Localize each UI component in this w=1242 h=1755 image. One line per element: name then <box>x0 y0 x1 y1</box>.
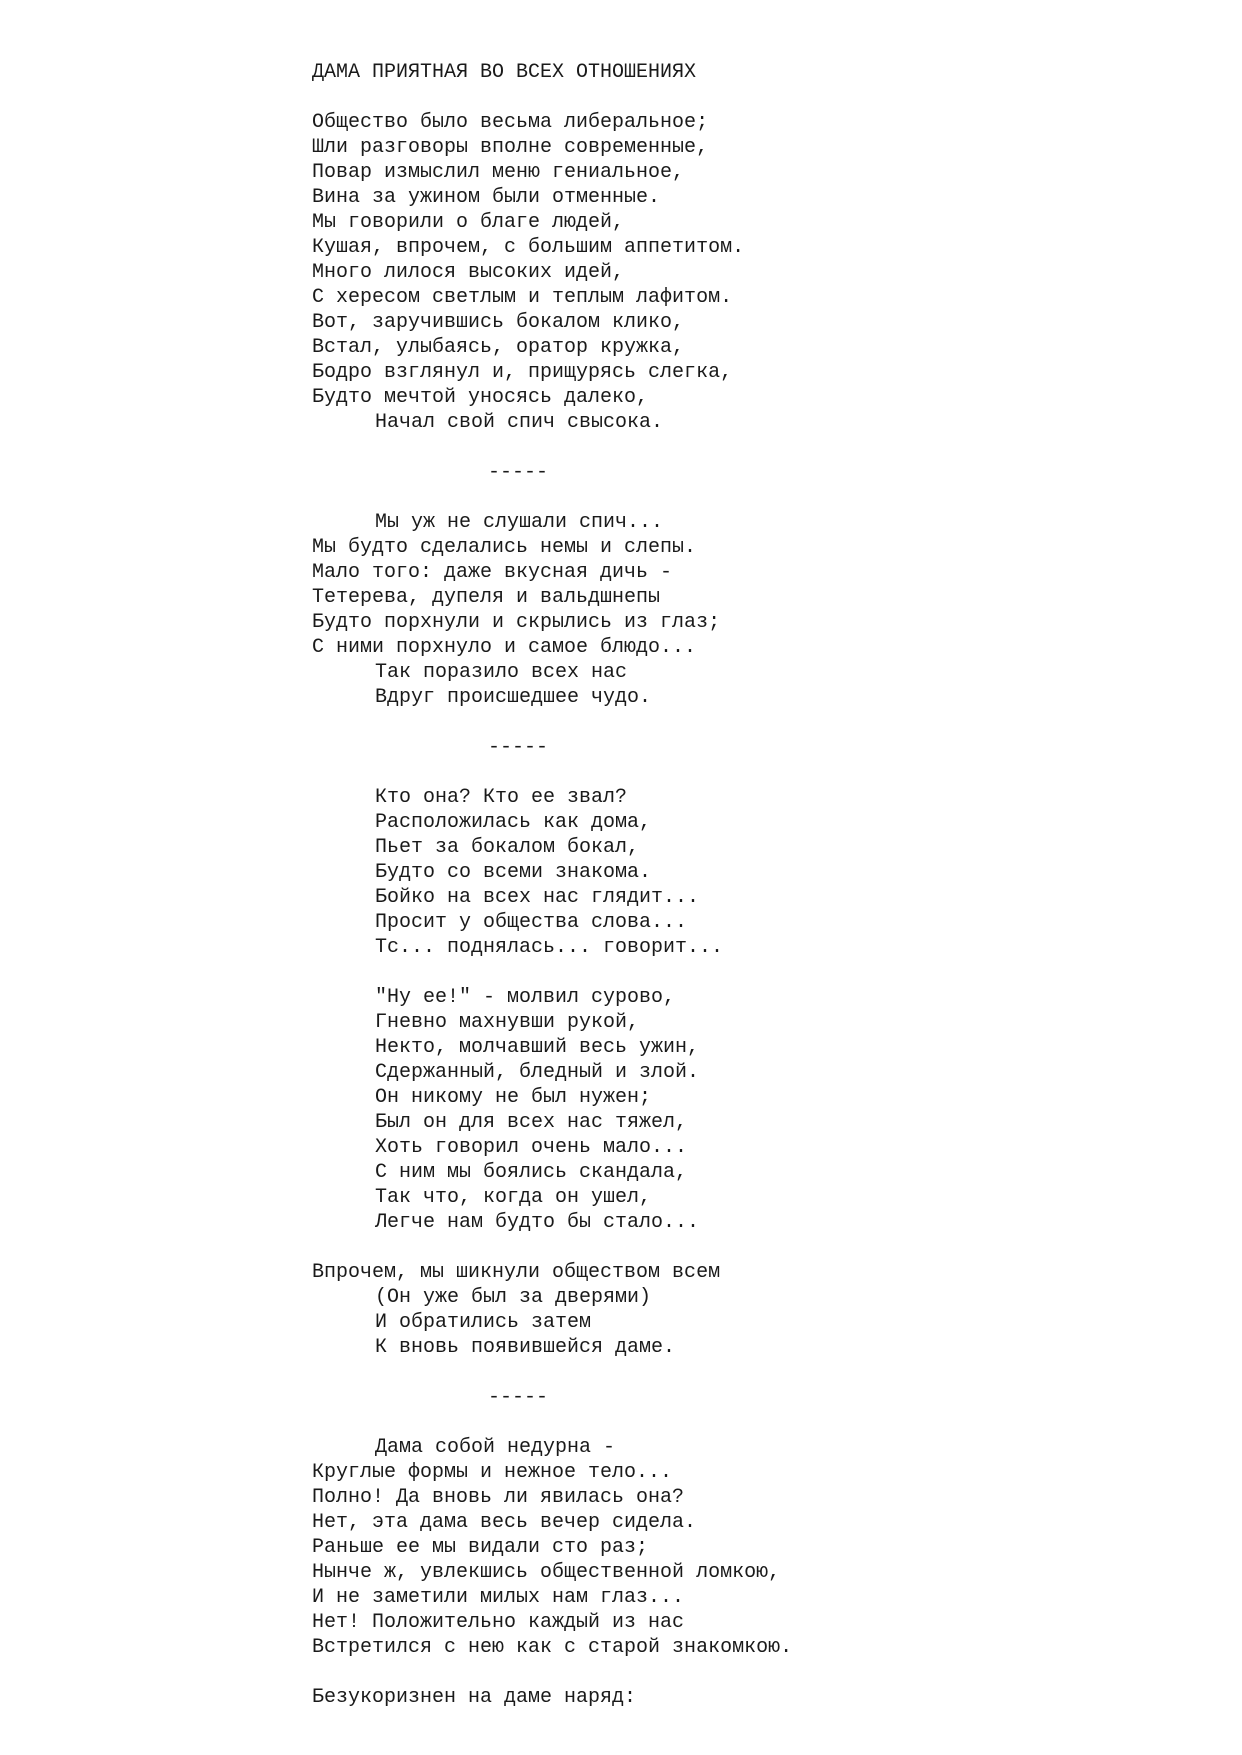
poem-line: Кто она? Кто ее звал? <box>375 786 628 809</box>
poem-line: Вина за ужином были отменные. <box>312 186 661 209</box>
section-separator: ----- <box>488 1386 549 1409</box>
poem-line: Дама собой недурна - <box>375 1436 616 1459</box>
blank-line <box>312 1360 1212 1385</box>
blank-line <box>312 1660 1212 1685</box>
poem-line: Пьет за бокалом бокал, <box>375 836 640 859</box>
poem-line: С ним мы боялись скандала, <box>375 1161 688 1184</box>
poem-line: Некто, молчавший весь ужин, <box>375 1036 700 1059</box>
poem-line: Много лилося высоких идей, <box>312 261 625 284</box>
poem-line: (Он уже был за дверями) <box>375 1286 652 1309</box>
poem-line: Встретился с нею как с старой знакомкою. <box>312 1636 793 1659</box>
poem-line: Нет! Положительно каждый из нас <box>312 1611 685 1634</box>
poem-line: Впрочем, мы шикнули обществом всем <box>312 1261 721 1284</box>
poem-line: Так поразило всех нас <box>375 661 628 684</box>
poem-line: И не заметили милых нам глаз... <box>312 1586 685 1609</box>
poem-line: Хоть говорил очень мало... <box>375 1136 688 1159</box>
poem-line: Круглые формы и нежное тело... <box>312 1461 673 1484</box>
poem-line: Он никому не был нужен; <box>375 1086 652 1109</box>
blank-line <box>312 960 1212 985</box>
poem-line: Тетерева, дупеля и вальдшнепы <box>312 586 661 609</box>
poem-line: Будто со всеми знакома. <box>375 861 652 884</box>
poem-line: "Ну ее!" - молвил сурово, <box>375 986 676 1009</box>
poem-line: Мало того: даже вкусная дичь - <box>312 561 673 584</box>
poem-line: Будто порхнули и скрылись из глаз; <box>312 611 721 634</box>
poem-line: И обратились затем <box>375 1311 592 1334</box>
poem-line: Так что, когда он ушел, <box>375 1186 652 1209</box>
poem-body <box>312 85 1212 1710</box>
blank-line <box>312 435 1212 460</box>
poem-line: Общество было весьма либеральное; <box>312 111 709 134</box>
poem-line: Полно! Да вновь ли явилась она? <box>312 1486 685 1509</box>
poem-line: Безукоризнен на даме наряд: <box>312 1686 637 1709</box>
poem-line: Просит у общества слова... <box>375 911 688 934</box>
poem-line: Легче нам будто бы стало... <box>375 1211 700 1234</box>
poem-line: Кушая, впрочем, с большим аппетитом. <box>312 236 745 259</box>
poem-line: Будто мечтой уносясь далеко, <box>312 386 649 409</box>
blank-line <box>312 485 1212 510</box>
poem-line: Повар измыслил меню гениальное, <box>312 161 685 184</box>
poem-line: Сдержанный, бледный и злой. <box>375 1061 700 1084</box>
poem-line: С ними порхнуло и самое блюдо... <box>312 636 697 659</box>
blank-line <box>312 85 1212 110</box>
section-separator: ----- <box>488 736 549 759</box>
document-page <box>312 60 1212 1710</box>
poem-line: Шли разговоры вполне современные, <box>312 136 709 159</box>
poem-line: К вновь появившейся даме. <box>375 1336 676 1359</box>
poem-line: Бодро взглянул и, прищурясь слегка, <box>312 361 733 384</box>
poem-line: Бойко на всех нас глядит... <box>375 886 700 909</box>
poem-line: Расположилась как дома, <box>375 811 652 834</box>
poem-line: Вдруг происшедшее чудо. <box>375 686 652 709</box>
poem-line: Вот, заручившись бокалом клико, <box>312 311 685 334</box>
poem-line: Был он для всех нас тяжел, <box>375 1111 688 1134</box>
poem-line: Встал, улыбаясь, оратор кружка, <box>312 336 685 359</box>
poem-line: Мы будто сделались немы и слепы. <box>312 536 697 559</box>
poem-line: Мы говорили о благе людей, <box>312 211 625 234</box>
poem-line: Мы уж не слушали спич... <box>375 511 664 534</box>
poem-title: ДАМА ПРИЯТНАЯ ВО ВСЕХ ОТНОШЕНИЯХ <box>312 61 697 84</box>
blank-line <box>312 710 1212 735</box>
blank-line <box>312 1410 1212 1435</box>
section-separator: ----- <box>488 461 549 484</box>
poem-line: Гневно махнувши рукой, <box>375 1011 640 1034</box>
poem-line: Нынче ж, увлекшись общественной ломкою, <box>312 1561 781 1584</box>
poem-line: Начал свой спич свысока. <box>375 411 664 434</box>
poem-line: С хересом светлым и теплым лафитом. <box>312 286 733 309</box>
blank-line <box>312 1235 1212 1260</box>
poem-line: Нет, эта дама весь вечер сидела. <box>312 1511 697 1534</box>
blank-line <box>312 760 1212 785</box>
poem-line: Тс... поднялась... говорит... <box>375 936 724 959</box>
poem-line: Раньше ее мы видали сто раз; <box>312 1536 649 1559</box>
